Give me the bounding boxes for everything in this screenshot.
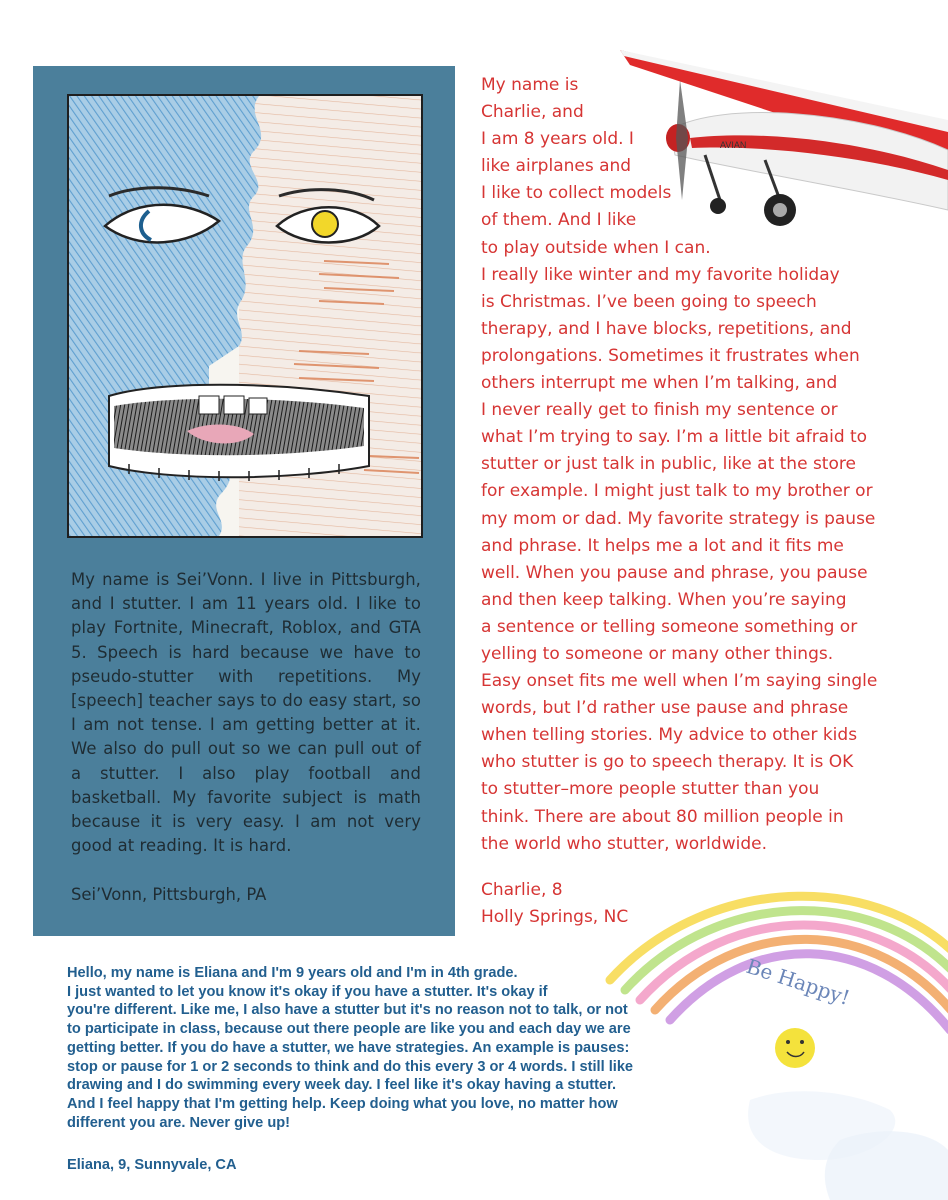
charlie-line: who stutter is go to speech therapy. It is OK xyxy=(481,752,854,773)
seivonn-panel xyxy=(33,66,455,936)
charlie-line: think. There are about 80 million people in xyxy=(481,806,844,827)
charlie-line: for example. I might just talk to my brother or xyxy=(481,481,873,502)
plane-brand-text: AVIAN xyxy=(720,140,747,150)
charlie-line: Charlie, and xyxy=(481,102,584,123)
eliana-line: And I feel happy that I'm getting help. Keep doing what you love, no matter how xyxy=(67,1095,618,1112)
eliana-line: different you are. Never give up! xyxy=(67,1114,291,1131)
charlie-line: and phrase. It helps me a lot and it fits me xyxy=(481,535,844,556)
charlie-letter xyxy=(481,72,901,858)
charlie-line: and then keep talking. When you’re saying xyxy=(481,589,847,610)
charlie-signature-place: Holly Springs, NC xyxy=(481,907,629,927)
eliana-line: stop or pause for 1 or 2 seconds to think and do this every 3 or 4 words. I still like xyxy=(67,1058,634,1075)
charlie-line: to play outside when I can. xyxy=(481,237,711,258)
eliana-line: I just wanted to let you know it's okay if you have a stutter. It's okay if xyxy=(67,983,548,1000)
charlie-line: My name is xyxy=(481,75,579,95)
eliana-line: getting better. If you do have a stutter, we have strategies. An example is pauses: xyxy=(67,1039,630,1056)
be-happy-text: Be Happy! xyxy=(743,953,853,1010)
charlie-line: what I’m trying to say. I’m a little bit afraid to xyxy=(481,427,868,448)
charlie-line: words, but I’d rather use pause and phrase xyxy=(481,698,849,719)
charlie-line: therapy, and I have blocks, repetitions, and xyxy=(481,318,852,339)
charlie-line: I like to collect models xyxy=(481,183,672,204)
charlie-line: to stutter–more people stutter than you xyxy=(481,779,820,800)
charlie-line: I really like winter and my favorite holiday xyxy=(481,264,840,285)
eliana-line: drawing and I do swimming every week day. I feel like it's okay having a stutter. xyxy=(67,1077,617,1094)
charlie-line: when telling stories. My advice to other kids xyxy=(481,725,858,746)
eliana-line: to participate in class, because out there people are like you and each day we are xyxy=(67,1021,631,1038)
eliana-line: Hello, my name is Eliana and I'm 9 years old and I'm in 4th grade. xyxy=(67,965,518,981)
eliana-signature: Eliana, 9, Sunnyvale, CA xyxy=(67,1157,237,1173)
eliana-letter xyxy=(67,964,747,1132)
charlie-line: others interrupt me when I’m talking, and xyxy=(481,373,838,394)
charlie-line: prolongations. Sometimes it frustrates when xyxy=(481,345,860,366)
charlie-line: my mom or dad. My favorite strategy is pause xyxy=(481,508,876,529)
charlie-line: well. When you pause and phrase, you pause xyxy=(481,562,868,583)
charlie-line: I am 8 years old. I xyxy=(481,129,634,150)
face-drawing xyxy=(67,94,423,538)
charlie-line: is Christmas. I’ve been going to speech xyxy=(481,291,817,312)
charlie-line: a sentence or telling someone something or xyxy=(481,616,858,637)
charlie-signature-name: Charlie, 8 xyxy=(481,880,563,900)
charlie-line: Easy onset fits me well when I’m saying single xyxy=(481,671,878,692)
face-drawing-image xyxy=(69,96,421,536)
seivonn-signature: Sei’Vonn, Pittsburgh, PA xyxy=(71,885,267,904)
charlie-line: I never really get to finish my sentence or xyxy=(481,400,838,421)
seivonn-letter: My name is Sei’Vonn. I live in Pittsburgh, and I stutter. I am 11 years old. I like to play Fortnite, Minecraft, Roblox, and GTA 5. Speech is hard because we have to pseudo-stutter with repetitions. My [speech] teacher says to do easy start, so I am not tense. I am getting better at it. We also do pull out so we can pull out of a stutter. I also play football and basketball. My favorite subject is math because it is very easy. I am not very good at reading. It is hard. xyxy=(71,570,421,856)
charlie-line: yelling to someone or many other things. xyxy=(481,643,834,664)
charlie-line: of them. And I like xyxy=(481,210,637,231)
eliana-line: you're different. Like me, I also have a stutter but it's no reason not to talk, or not xyxy=(67,1002,628,1019)
charlie-line: the world who stutter, worldwide. xyxy=(481,833,767,854)
charlie-line: like airplanes and xyxy=(481,156,632,177)
charlie-line: stutter or just talk in public, like at the store xyxy=(481,454,856,475)
